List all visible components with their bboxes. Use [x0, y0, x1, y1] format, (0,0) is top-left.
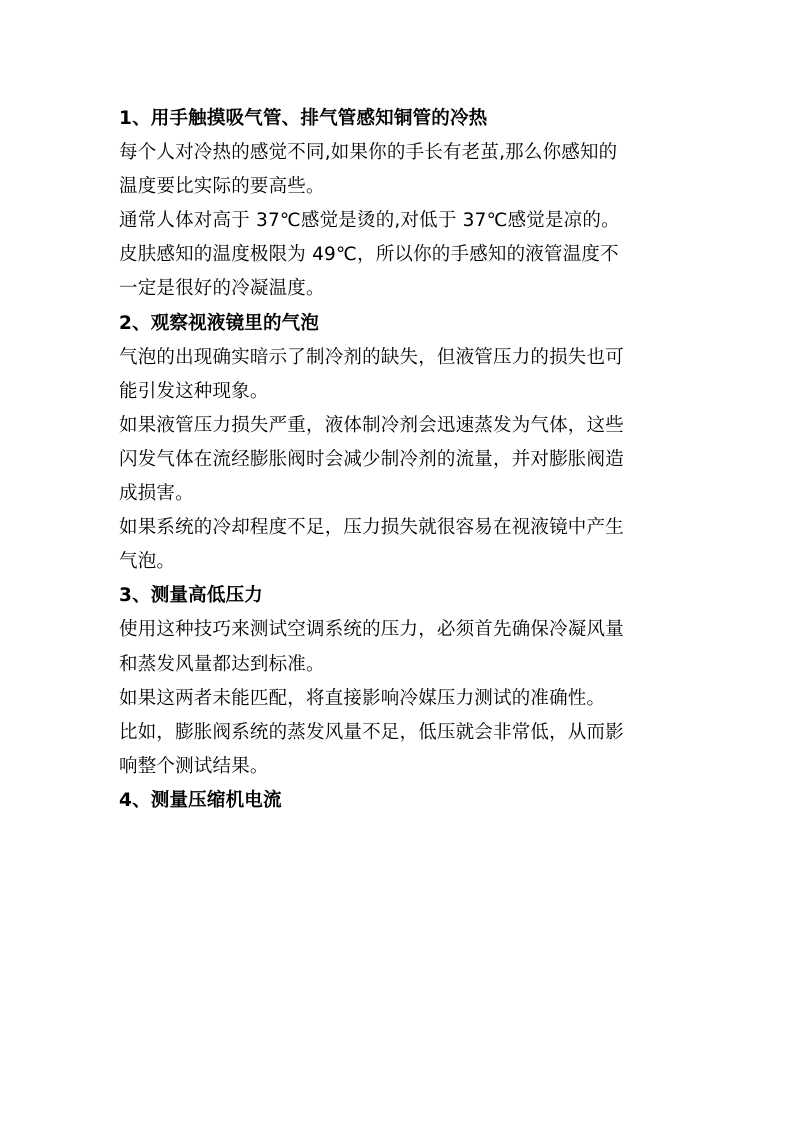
paragraph-line: 响整个测试结果。 [119, 755, 269, 777]
paragraph-line: 温度要比实际的要高些。 [119, 176, 325, 198]
paragraph-line: 如果液管压力损失严重，液体制冷剂会迅速蒸发为气体，这些 [119, 414, 624, 436]
paragraph-line: 如果这两者未能匹配，将直接影响冷媒压力测试的准确性。 [119, 687, 606, 709]
paragraph-line: 闪发气体在流经膨胀阀时会减少制冷剂的流量，并对膨胀阀造 [119, 448, 624, 470]
paragraph-line: 比如，膨胀阀系统的蒸发风量不足，低压就会非常低，从而影 [119, 721, 624, 743]
paragraph-line: 气泡。 [119, 551, 176, 573]
section-heading-3: 3、测量高低压力 [119, 585, 263, 607]
paragraph-line: 一定是很好的冷凝温度。 [119, 278, 325, 300]
paragraph-line: 皮肤感知的温度极限为 49℃，所以你的手感知的液管温度不 [119, 244, 619, 266]
paragraph-line: 成损害。 [119, 483, 194, 505]
paragraph-line: 和蒸发风量都达到标准。 [119, 653, 325, 675]
paragraph-line: 气泡的出现确实暗示了制冷剂的缺失，但液管压力的损失也可 [119, 346, 624, 368]
section-heading-1: 1、用手触摸吸气管、排气管感知铜管的冷热 [119, 108, 488, 129]
paragraph-line: 通常人体对高于 37℃感觉是烫的,对低于 37℃感觉是凉的。 [119, 210, 620, 232]
paragraph-line: 使用这种技巧来测试空调系统的压力，必须首先确保冷凝风量 [119, 619, 624, 641]
section-heading-2: 2、观察视液镜里的气泡 [119, 312, 320, 334]
paragraph-line: 如果系统的冷却程度不足，压力损失就很容易在视液镜中产生 [119, 517, 624, 539]
paragraph-line: 能引发这种现象。 [119, 380, 269, 402]
paragraph-line: 每个人对冷热的感觉不同,如果你的手长有老茧,那么你感知的 [119, 142, 618, 164]
section-heading-4: 4、测量压缩机电流 [119, 789, 282, 811]
document-page [119, 102, 679, 818]
